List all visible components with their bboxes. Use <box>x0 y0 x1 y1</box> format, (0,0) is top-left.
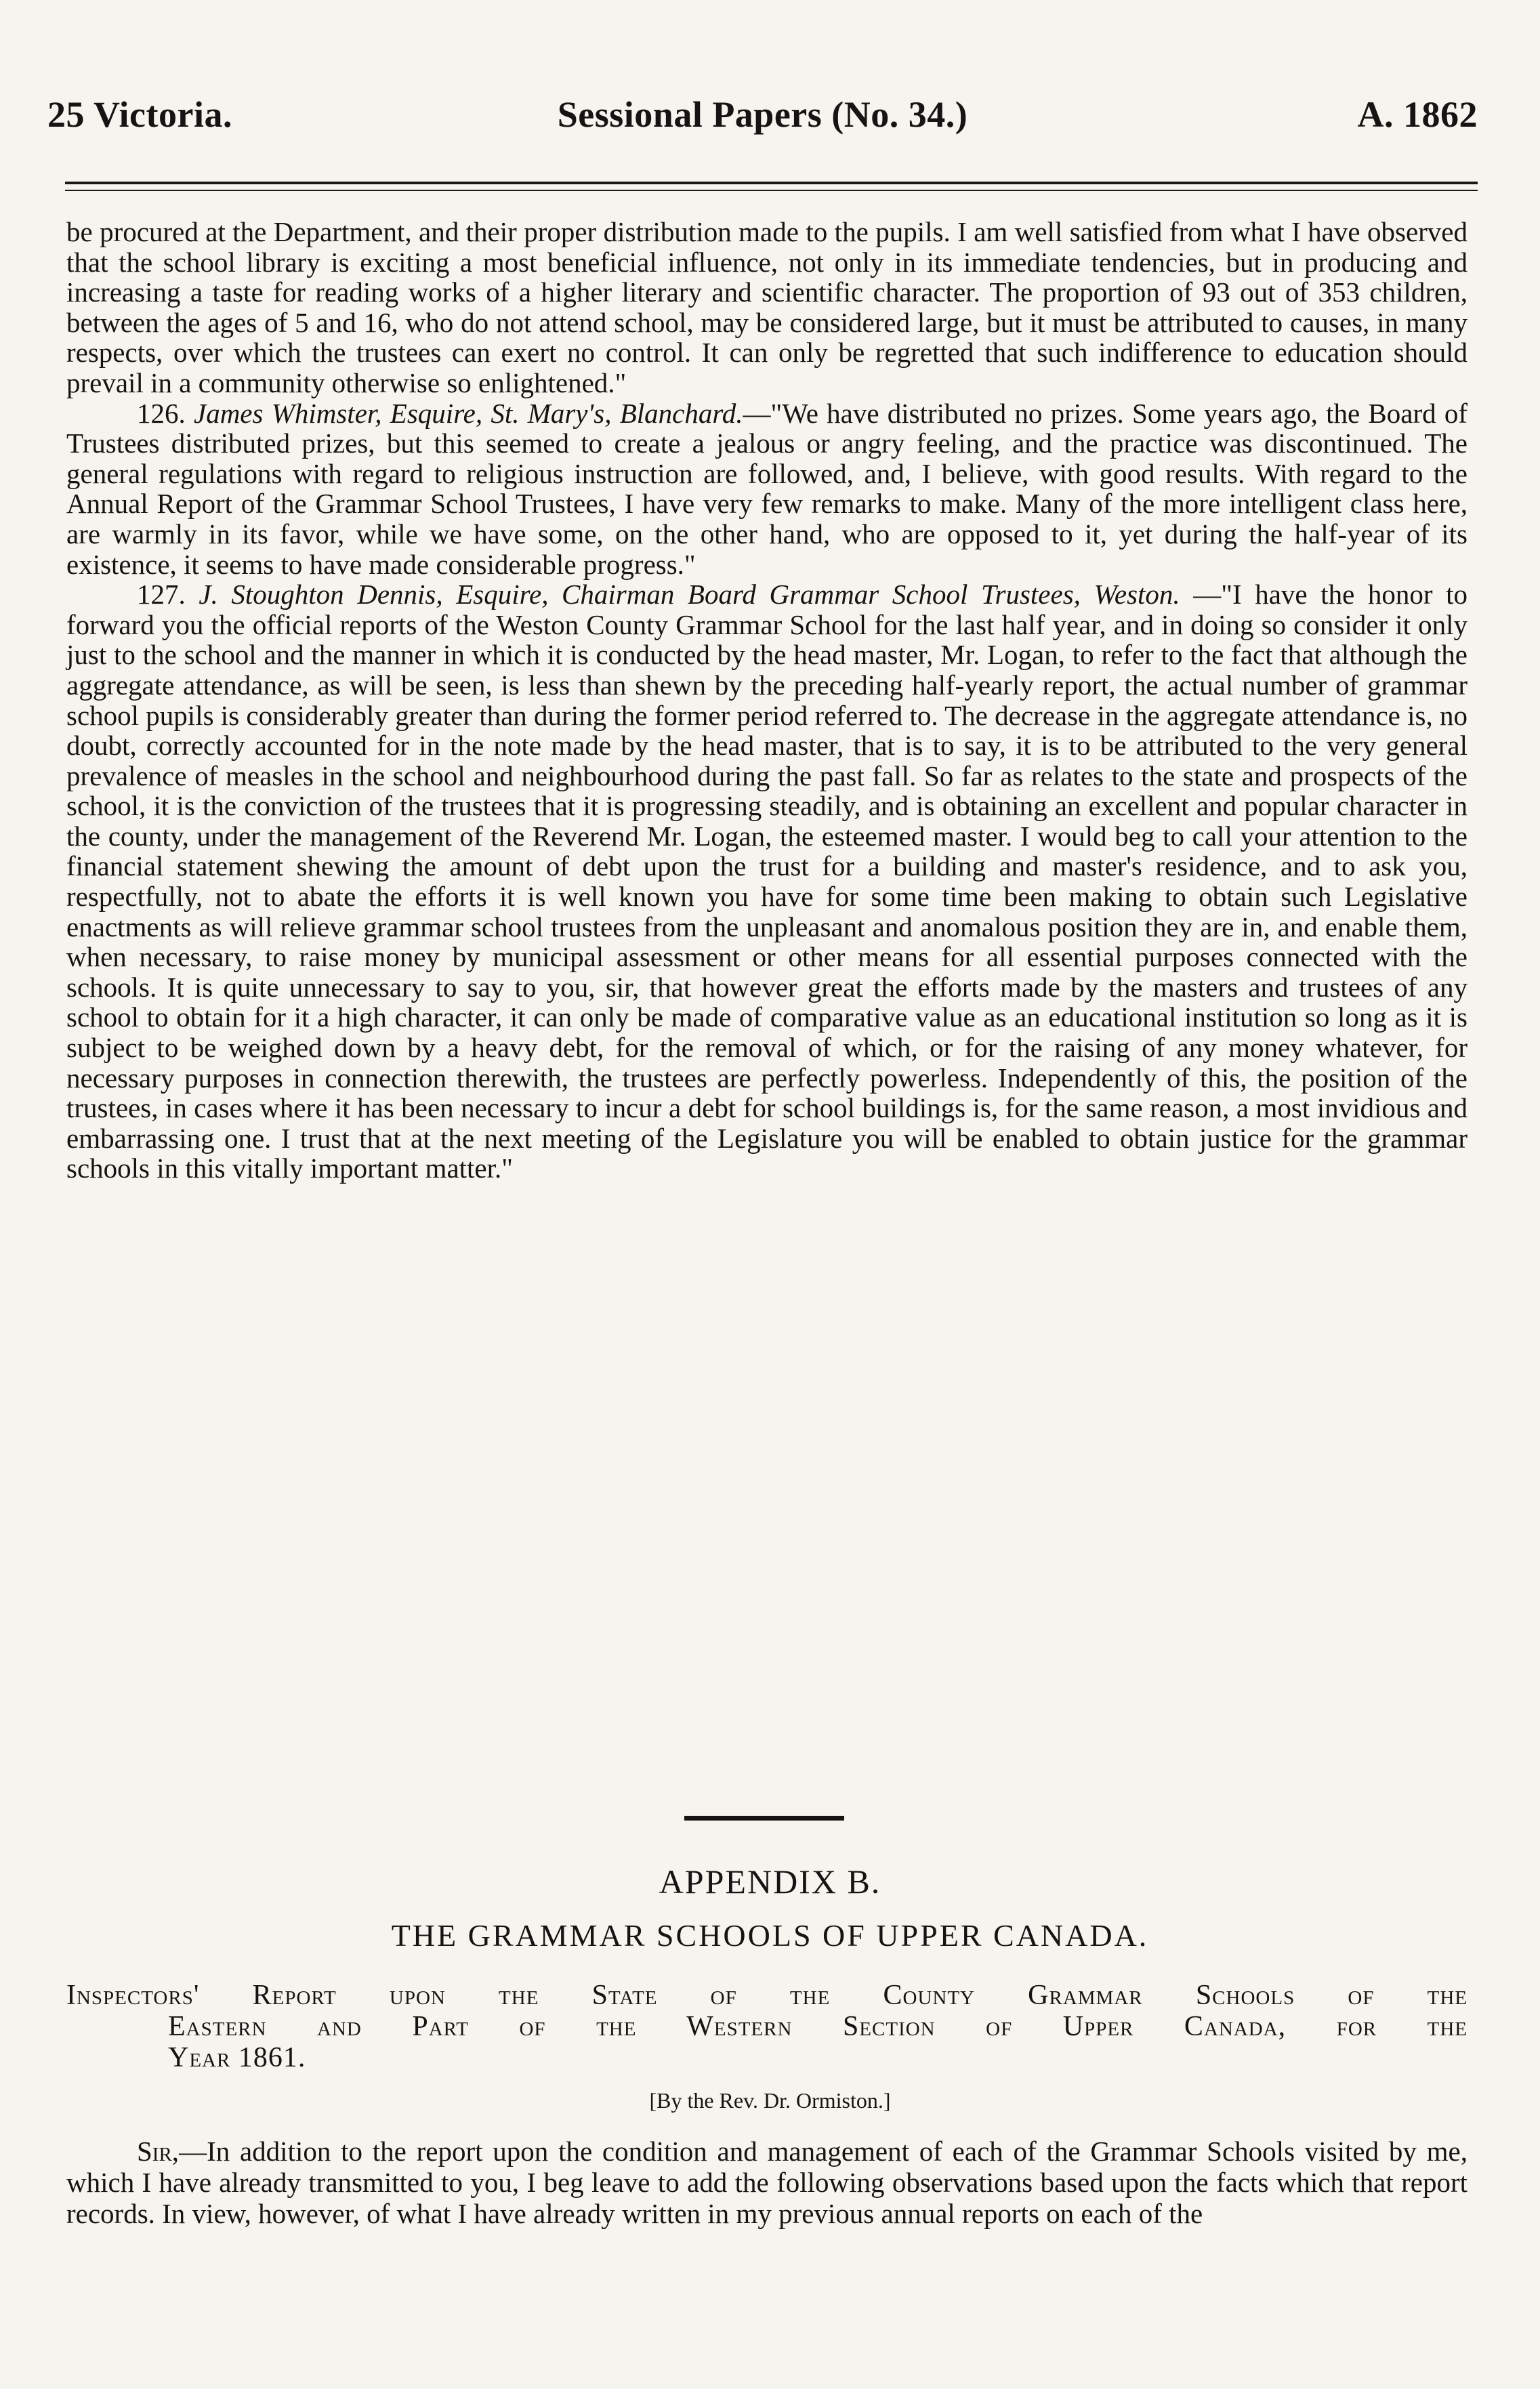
paragraph-continuation: be procured at the Department, and their proper distribution made to the pupils. I am well satisfied from what I have observed that the school library is exciting a most beneficial influence, not only in its immediate tendencies, but in producing and increasing a taste for reading works of a higher literary and scientific character. The proportion of 93 out of 353 children, between the ages of 5 and 16, who do not attend school, may be considered large, but it must be attributed to causes, in many respects, over which the trustees can exert no control. It can only be regretted that such indifference to education should prevail in a community otherwise so enlightened." <box>66 216 1468 398</box>
section-divider <box>684 1816 844 1821</box>
correspondent-name: James Whimster, Esquire, St. Mary's, Blanchard. <box>194 397 743 429</box>
paragraph-text: —"I have the honor to forward you the official reports of the Weston County Grammar School for the last half year, and in doing so consider it only just to the school and the manner in which it is conducted by the head master, Mr. Logan, to refer to the fact that although the aggregate attendance, as will be seen, is less than shewn by the preceding half-yearly report, the actual number of grammar school pupils is considerably greater than during the former period referred to. The decrease in the aggregate attendance is, no doubt, correctly accounted for in the note made by the head master, that is to say, it is to be attributed to the very general prevalence of measles in the school and neighbourhood during the past fall. So far as relates to the state and prospects of the school, it is the conviction of the trustees that it is progressing steadily, and is obtaining an excellent and popular character in the county, under the management of the Reverend Mr. Logan, the esteemed master. I would beg to call your attention to the financial statement shewing the amount of debt upon the trust for a building and master's residence, and to ask you, respectfully, not to abate the efforts it is well known you have for some time been making to obtain such Legislative enactments as will relieve grammar school trustees from the unpleasant and anomalous position they are in, and enable them, when necessary, to raise money by municipal assessment or other means for all essential purposes connected with the schools. It is quite unnecessary to say to you, sir, that however great the efforts made by the masters and trustees of any school to obtain for it a high character, it can only be made of comparative value as an educational institution so long as it is subject to be weighed down by a heavy debt, for the removal of which, or for the raising of any money whatever, for necessary purposes in connection therewith, the trustees are perfectly powerless. Independently of this, the position of the trustees, in cases where it has been necessary to incur a debt for school buildings is, for the same reason, a most invidious and embarrassing one. I trust that at the next meeting of the Legislature you will be enabled to obtain justice for the grammar schools in this vitally important matter." <box>66 579 1468 1184</box>
header-volume: 25 Victoria. <box>47 94 232 135</box>
appendix-heading: APPENDIX B. <box>659 1863 881 1900</box>
letter-paragraph <box>66 2136 1468 2229</box>
paragraph-number: 126. <box>137 397 186 429</box>
report-title-line: Eastern and Part of the Western Section of Upper Canada, for the <box>168 2011 1468 2042</box>
paragraph-127 <box>66 579 1468 1184</box>
paragraph-126 <box>66 398 1468 580</box>
byline: [By the Rev. Dr. Ormiston.] <box>649 2088 891 2113</box>
header-title: Sessional Papers (No. 34.) <box>557 94 968 135</box>
letter-text: —In addition to the report upon the condition and management of each of the Grammar Schools visited by me, which I have already transmitted to you, I beg leave to add the following observations based upon the facts which that report records. In view, however, of what I have already written in my previous annual reports on each of the <box>66 2136 1468 2229</box>
appendix-subheading: THE GRAMMAR SCHOOLS OF UPPER CANADA. <box>391 1918 1149 1953</box>
report-title <box>66 1980 1468 2073</box>
paragraph-text: —"We have distributed no prizes. Some years ago, the Board of Trustees distributed prizes, but this seemed to create a jealous or angry feeling, and the practice was discontinued. The general regulations with regard to religious instruction are followed, and, I believe, with good results. With regard to the Annual Report of the Grammar School Trustees, I have very few remarks to make. Many of the more intelligent class here, are warmly in its favor, while we have some, on the other hand, who are opposed to it, yet during the half-year of its existence, it seems to have made considerable progress." <box>66 397 1468 580</box>
report-title-line: Year 1861. <box>168 2042 306 2073</box>
body-text <box>66 217 1468 1184</box>
salutation: Sir, <box>137 2136 180 2167</box>
correspondent-name: J. Stoughton Dennis, Esquire, Chairman Board Grammar School Trustees, Weston. <box>199 579 1180 610</box>
header-double-rule <box>65 182 1478 191</box>
running-header <box>47 94 1478 148</box>
letter-body <box>66 2136 1468 2229</box>
header-year: A. 1862 <box>1357 94 1478 135</box>
paragraph-number: 127. <box>137 579 186 610</box>
report-title-line: Inspectors' Report upon the State of the County Grammar Schools of the <box>66 1980 1468 2011</box>
